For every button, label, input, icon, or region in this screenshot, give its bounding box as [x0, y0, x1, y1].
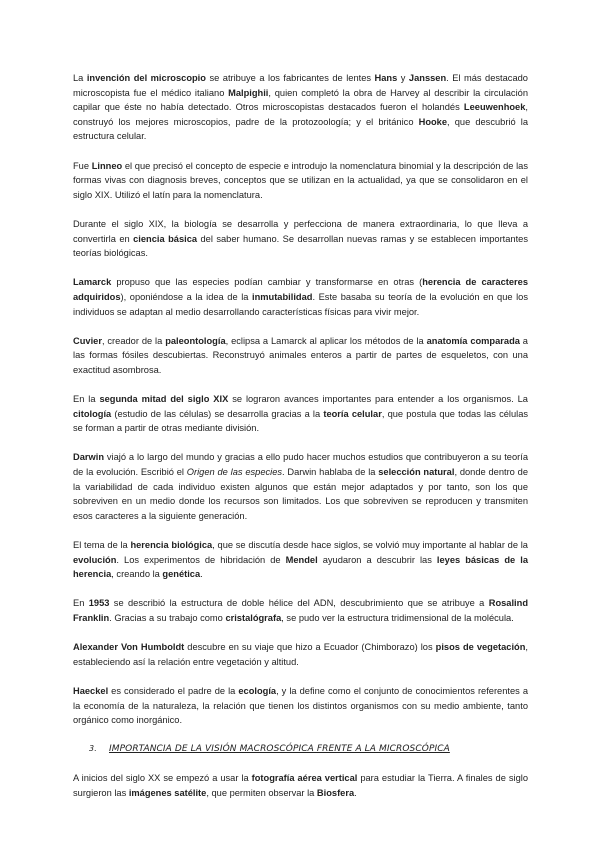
text-run: para estudiar la Tierra. A finales de siglo surgieron las — [73, 772, 528, 798]
text-run: , construyó los mejores microscopios, padre de la protozoología; y el británico — [73, 102, 528, 127]
text-run: el que precisó el concepto de especie e introdujo la nomenclatura binomial y la descripción de las formas vivas con diagnosis breves, conceptos que se utilizan en la actualidad, ya que se consolidaron en el siglo XIX. Utilizó el latín para la nomenclatura. — [73, 160, 528, 200]
text-run: , quien completó la obra de Harvey al describir la circulación capilar que éste no había detectado. Otros microscopistas destacados fueron el holandés — [73, 87, 528, 113]
text-run: Fue — [73, 160, 92, 171]
bold-text: segunda mitad del siglo XIX — [99, 394, 229, 405]
bold-text: Cuvier — [73, 335, 102, 346]
text-run: , y la define como el conjunto de conocimientos referentes a la economía de la naturaleza, la relación que tienen los distintos organismos con su medio ambiente, tanto orgánico como inorgánico. — [73, 685, 528, 726]
text-run: , que se discutía desde hace siglos, se volvió muy importante al hablar de la — [212, 540, 528, 550]
text-run: . El más destacado microscopista fue el médico italiano — [73, 73, 528, 98]
bold-text: 1953 — [88, 598, 110, 609]
text-run: El tema de la — [73, 540, 131, 550]
text-run: descubre en su viaje que hizo a Ecuador (Chimborazo) los — [184, 642, 436, 653]
text-run: , creando la — [111, 569, 163, 580]
paragraph-6 — [73, 392, 528, 436]
bold-text: Darwin — [73, 452, 104, 463]
text-run: . — [354, 787, 357, 798]
text-run: (estudio de las células) se desarrolla gracias a la — [111, 408, 324, 419]
bold-text: Lamarck — [73, 277, 112, 288]
text-run: es considerado el padre de la — [108, 685, 239, 696]
text-run: se lograron avances importantes para entender a los organismos. La — [228, 394, 528, 405]
bold-text: Haeckel — [73, 685, 109, 696]
bold-text: imágenes satélite — [128, 787, 207, 798]
bold-text: herencia de caracteres adquiridos — [73, 277, 528, 302]
bold-text: anatomía comparada — [426, 335, 520, 346]
bold-text: genética — [162, 569, 201, 580]
bold-text: teoría celular — [323, 408, 382, 419]
section-number: 3. — [89, 744, 97, 754]
bold-text: Rosalind Franklin — [73, 598, 528, 623]
bold-text: Malpighii — [228, 87, 269, 98]
bold-text: citología — [73, 408, 112, 419]
section-heading — [89, 742, 528, 757]
text-run: , se pudo ver la estructura tridimensional de la molécula. — [281, 612, 514, 623]
bold-text: Janssen — [408, 73, 447, 83]
text-run: se atribuye a los fabricantes de lentes — [205, 73, 375, 83]
bold-text: paleontología — [165, 335, 226, 346]
text-run: , eclipsa a Lamarck al aplicar los métodos de la — [225, 335, 427, 346]
text-run: viajó a lo largo del mundo y gracias a ello pudo hacer muchos estudios que contribuyeron a su teoría de la evolución. Escribió el — [73, 452, 528, 478]
paragraph-9 — [73, 596, 528, 625]
paragraph-4 — [73, 275, 528, 319]
text-run: En la — [73, 394, 100, 405]
text-run: se describió la estructura de doble hélice del ADN, descubrimiento que se atribuye a — [109, 598, 489, 609]
italic-text: Origen de las especies — [186, 467, 283, 478]
text-run: , que permiten observar la — [206, 787, 317, 798]
bold-text: pisos de vegetación — [435, 642, 526, 653]
bold-text: Linneo — [91, 160, 123, 171]
text-run: . Los experimentos de hibridación de — [116, 554, 286, 565]
bold-text: cristalógrafa — [225, 612, 282, 623]
paragraph-1 — [73, 71, 528, 144]
paragraph-8 — [73, 538, 528, 582]
final-paragraph — [73, 771, 528, 800]
bold-text: inmutabilidad — [252, 291, 313, 302]
paragraph-7 — [73, 450, 528, 523]
paragraph-11 — [73, 684, 528, 728]
text-run: del saber humano. Se desarrollan nuevas ramas y se establecen importantes teorías biológicas. — [73, 233, 528, 259]
text-run: . Darwin hablaba de la — [282, 467, 379, 478]
text-run: , creador de la — [101, 335, 166, 346]
text-run: . Gracias a su trabajo como — [109, 612, 226, 623]
bold-text: invención del microscopio — [86, 73, 206, 83]
text-run: , estableciendo así la relación entre vegetación y altitud. — [73, 642, 529, 667]
text-run: En — [73, 598, 89, 609]
text-run: , que postula que todas las células se forman a partir de otras mediante división. — [73, 408, 529, 434]
text-run: y — [397, 73, 409, 83]
bold-text: evolución — [73, 554, 117, 565]
text-run: ), oponiéndose a la idea de la — [120, 291, 252, 302]
bold-text: Hooke — [418, 116, 448, 127]
section-title: IMPORTANCIA DE LA VISIÓN MACROSCÓPICA FRENTE A LA MICROSCÓPICA — [109, 744, 450, 755]
bold-text: fotografía aérea vertical — [251, 772, 358, 783]
bold-text: selección natural — [378, 467, 455, 478]
paragraph-group — [73, 71, 528, 728]
paragraph-10 — [73, 640, 528, 669]
bold-text: leyes básicas de la herencia — [73, 554, 528, 580]
paragraph-3 — [73, 217, 528, 261]
bold-text: ecología — [238, 685, 277, 696]
bold-text: Biosfera — [316, 787, 355, 798]
text-run: , donde dentro de la variabilidad de cada individuo existen algunos que están mejor adaptados y por tanto, son los que sobreviven en un medio donde los recursos son limitados. Los que sobreviven se reproducen y transmiten esos caracteres a la siguiente generación. — [73, 467, 528, 521]
bold-text: Mendel — [285, 554, 318, 565]
bold-text: Alexander Von Humboldt — [73, 642, 185, 653]
text-run: propuso que las especies podían cambiar y transformarse en otras ( — [111, 277, 423, 288]
text-run: . — [200, 569, 203, 580]
text-run: A inicios del siglo XX se empezó a usar la — [73, 772, 252, 783]
text-run: La — [73, 73, 87, 83]
text-run: a las formas fósiles descubiertas. Reconstruyó animales enteros a partir de partes de esqueletos, con una exactitud asombrosa. — [73, 335, 528, 375]
text-run: Durante el siglo XIX, la biología se desarrolla y perfecciona de manera extraordinaria, lo que lleva a convertirla en — [73, 218, 528, 244]
bold-text: Hans — [374, 73, 398, 83]
bold-text: herencia biológica — [130, 540, 213, 550]
text-run: ayudaron a descubrir las — [317, 554, 437, 565]
paragraph-2 — [73, 159, 528, 203]
text-run: . Este basaba su teoría de la evolución en que los individuos se adaptan al medio desarrollando características físicas para vivir mejor. — [73, 291, 528, 317]
bold-text: ciencia básica — [133, 233, 198, 244]
text-run: , que descubrió la estructura celular. — [73, 116, 529, 142]
bold-text: Leeuwenhoek — [463, 102, 526, 113]
paragraph-5 — [73, 334, 528, 378]
